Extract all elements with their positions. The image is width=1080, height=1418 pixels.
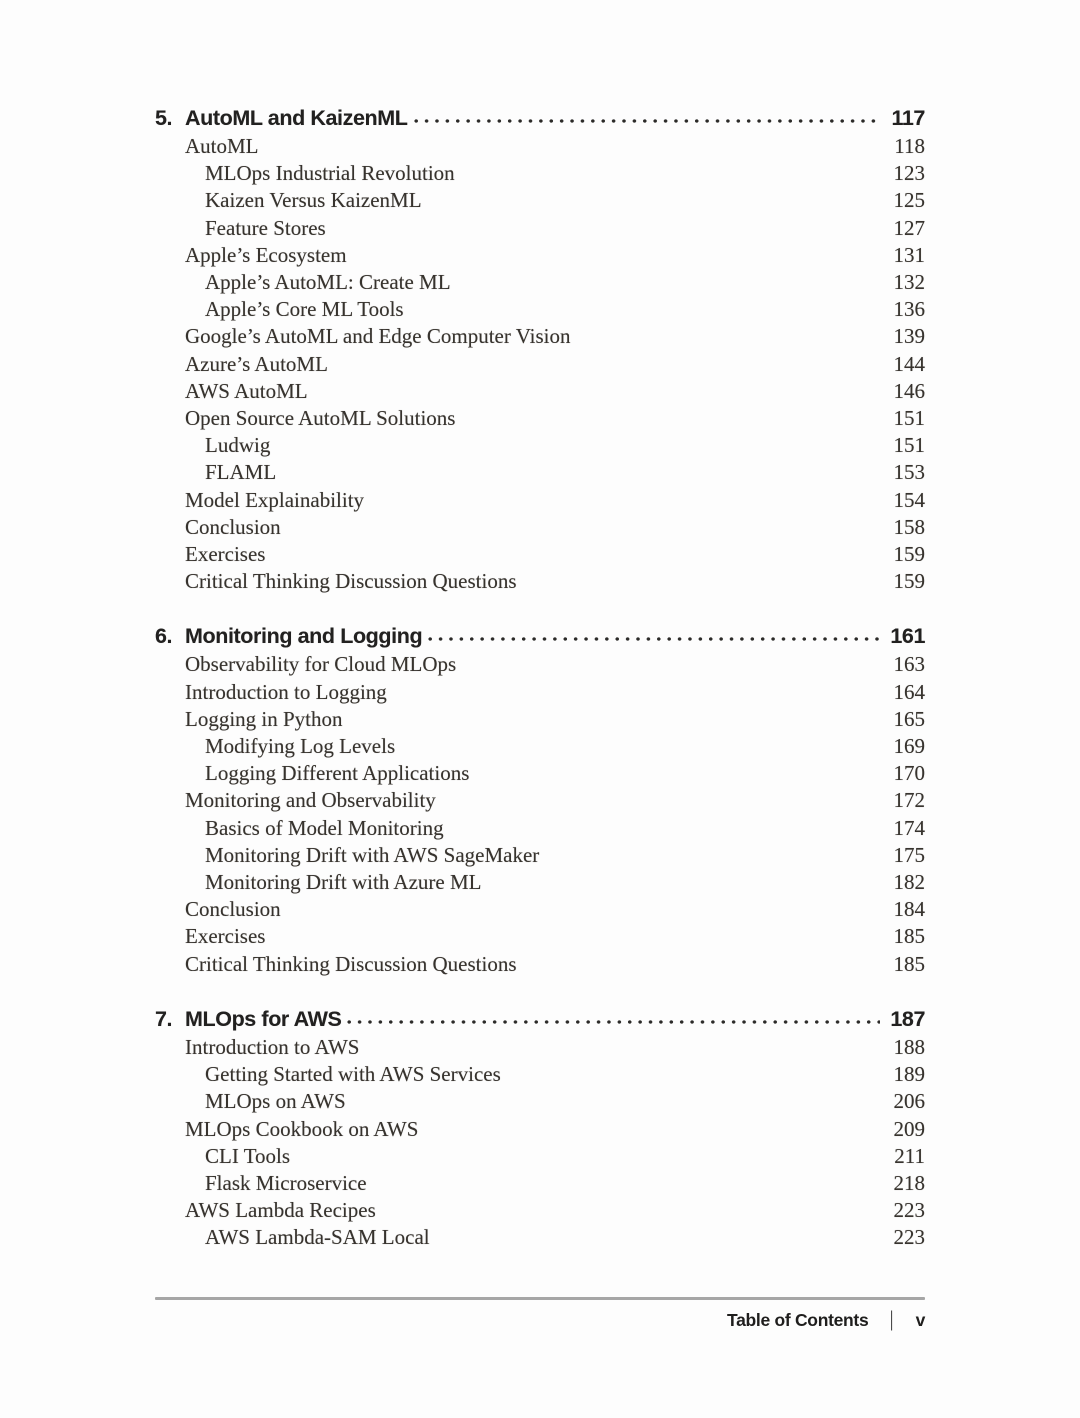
chapter-page-number: 161 (890, 624, 925, 649)
toc-chapter (155, 103, 925, 595)
entry-label: Logging in Python (185, 706, 343, 731)
entry-page-number: 218 (893, 1170, 925, 1195)
entry-page-number: 131 (893, 242, 925, 267)
toc-entry (155, 323, 925, 350)
footer-rule (155, 1297, 925, 1300)
entry-page-number: 223 (893, 1198, 925, 1223)
toc-entry (155, 651, 925, 678)
entry-page-number: 170 (893, 761, 925, 786)
chapter-number: 5. (155, 106, 173, 130)
toc-entry (155, 215, 925, 242)
entry-page-number: 159 (893, 569, 925, 594)
toc-entry (155, 351, 925, 378)
toc-entry (155, 1143, 925, 1170)
entry-label: Kaizen Versus KaizenML (205, 188, 422, 213)
entry-page-number: 174 (893, 815, 925, 840)
entry-page-number: 144 (893, 351, 925, 376)
toc-chapter-heading (155, 1004, 925, 1034)
footer-separator: | (890, 1308, 894, 1331)
entry-page-number: 146 (893, 378, 925, 403)
toc-entry (155, 378, 925, 405)
toc-entry (155, 706, 925, 733)
entry-label: CLI Tools (205, 1143, 291, 1168)
entry-label: Observability for Cloud MLOps (185, 652, 457, 677)
entry-page-number: 206 (893, 1089, 925, 1114)
toc-entry (155, 923, 925, 950)
entry-label: Exercises (185, 924, 266, 949)
toc-entry (155, 133, 925, 160)
toc-entry (155, 432, 925, 459)
entry-page-number: 172 (893, 788, 925, 813)
entry-label: AWS Lambda-SAM Local (205, 1225, 430, 1250)
entry-label: Monitoring and Observability (185, 788, 436, 813)
entry-page-number: 153 (893, 460, 925, 485)
entry-label: Ludwig (205, 433, 271, 458)
toc-entry (155, 514, 925, 541)
toc-entry (155, 1088, 925, 1115)
toc-entry (155, 568, 925, 595)
entry-label: Exercises (185, 542, 266, 567)
entry-page-number: 125 (893, 188, 925, 213)
entry-label: Feature Stores (205, 215, 326, 240)
entry-label: FLAML (205, 460, 277, 485)
toc-chapter-heading (155, 621, 925, 651)
chapter-page-number: 117 (891, 106, 925, 130)
toc-entry (155, 1034, 925, 1061)
toc-chapter (155, 621, 925, 977)
entry-label: AWS Lambda Recipes (185, 1198, 376, 1223)
entry-label: Logging Different Applications (205, 761, 470, 786)
entry-label: Monitoring Drift with Azure ML (205, 870, 482, 895)
toc-entry (155, 869, 925, 896)
toc-entry (155, 187, 925, 214)
entry-label: Open Source AutoML Solutions (185, 406, 456, 431)
toc-entry (155, 1197, 925, 1224)
toc-entry (155, 842, 925, 869)
entry-label: Introduction to Logging (185, 679, 387, 704)
toc-entry (155, 541, 925, 568)
chapter-entries (155, 651, 925, 977)
toc-entry (155, 487, 925, 514)
chapter-number: 6. (155, 624, 173, 649)
entry-label: Basics of Model Monitoring (205, 815, 444, 840)
entry-label: Monitoring Drift with AWS SageMaker (205, 842, 540, 867)
toc-chapter (155, 1004, 925, 1252)
entry-label: MLOps on AWS (205, 1089, 346, 1114)
entry-label: Critical Thinking Discussion Questions (185, 951, 517, 976)
chapter-entries (155, 133, 925, 595)
dot-leader (425, 621, 880, 651)
chapter-title: MLOps for AWS (185, 1006, 342, 1031)
entry-page-number: 151 (893, 406, 925, 431)
toc-entry (155, 896, 925, 923)
entry-page-number: 175 (893, 842, 925, 867)
entry-label: Introduction to AWS (185, 1034, 360, 1059)
entry-page-number: 123 (893, 161, 925, 186)
toc-entry (155, 1224, 925, 1251)
entry-label: Modifying Log Levels (205, 734, 396, 759)
entry-page-number: 209 (893, 1116, 925, 1141)
footer-page-number: v (915, 1309, 925, 1330)
entry-page-number: 164 (893, 679, 925, 704)
toc-entry (155, 1170, 925, 1197)
dot-leader (411, 103, 882, 133)
entry-page-number: 132 (893, 270, 925, 295)
entry-label: Apple’s AutoML: Create ML (205, 270, 451, 295)
entry-label: MLOps Industrial Revolution (205, 161, 455, 186)
entry-label: Azure’s AutoML (185, 351, 328, 376)
toc-entry (155, 760, 925, 787)
toc-entry (155, 1061, 925, 1088)
chapter-number: 7. (155, 1006, 173, 1031)
toc-entry (155, 733, 925, 760)
chapter-page-number: 187 (890, 1006, 925, 1031)
entry-page-number: 151 (893, 433, 925, 458)
toc-entry (155, 1116, 925, 1143)
entry-label: AutoML (185, 134, 259, 158)
toc-entry (155, 679, 925, 706)
entry-page-number: 158 (893, 514, 925, 539)
entry-label: Flask Microservice (205, 1170, 367, 1195)
footer-row (155, 1308, 925, 1332)
toc-entry (155, 787, 925, 814)
entry-page-number: 127 (893, 215, 925, 240)
toc-entry (155, 951, 925, 978)
footer-label: Table of Contents (727, 1309, 869, 1330)
toc-entry (155, 269, 925, 296)
entry-page-number: 139 (893, 324, 925, 349)
entry-page-number: 189 (893, 1062, 925, 1087)
chapter-entries (155, 1034, 925, 1252)
entry-page-number: 223 (893, 1225, 925, 1250)
entry-page-number: 163 (893, 652, 925, 677)
toc-entry (155, 160, 925, 187)
entry-label: Getting Started with AWS Services (205, 1062, 501, 1087)
entry-label: Apple’s Core ML Tools (205, 297, 404, 322)
page-footer (155, 1297, 925, 1332)
entry-page-number: 185 (893, 951, 925, 976)
entry-page-number: 188 (893, 1034, 925, 1059)
entry-label: Google’s AutoML and Edge Computer Vision (185, 324, 571, 349)
entry-label: AWS AutoML (185, 378, 308, 403)
chapter-title: AutoML and KaizenML (185, 106, 408, 130)
chapter-title: Monitoring and Logging (185, 624, 423, 649)
toc-entry (155, 405, 925, 432)
entry-page-number: 165 (893, 706, 925, 731)
entry-page-number: 118 (894, 134, 925, 158)
entry-page-number: 136 (893, 297, 925, 322)
entry-label: Model Explainability (185, 487, 365, 512)
toc-chapter-heading (155, 103, 925, 133)
entry-page-number: 211 (894, 1143, 925, 1168)
toc-entry (155, 242, 925, 269)
entry-page-number: 154 (893, 487, 925, 512)
entry-page-number: 159 (893, 542, 925, 567)
entry-label: Apple’s Ecosystem (185, 242, 347, 267)
toc-entry (155, 296, 925, 323)
toc-entry (155, 815, 925, 842)
entry-page-number: 182 (893, 870, 925, 895)
entry-page-number: 185 (893, 924, 925, 949)
entry-page-number: 184 (893, 897, 925, 922)
entry-label: Conclusion (185, 514, 281, 539)
entry-label: Conclusion (185, 897, 281, 922)
entry-label: MLOps Cookbook on AWS (185, 1116, 419, 1141)
entry-label: Critical Thinking Discussion Questions (185, 569, 517, 594)
dot-leader (344, 1004, 880, 1034)
toc-entry (155, 459, 925, 486)
entry-page-number: 169 (893, 734, 925, 759)
